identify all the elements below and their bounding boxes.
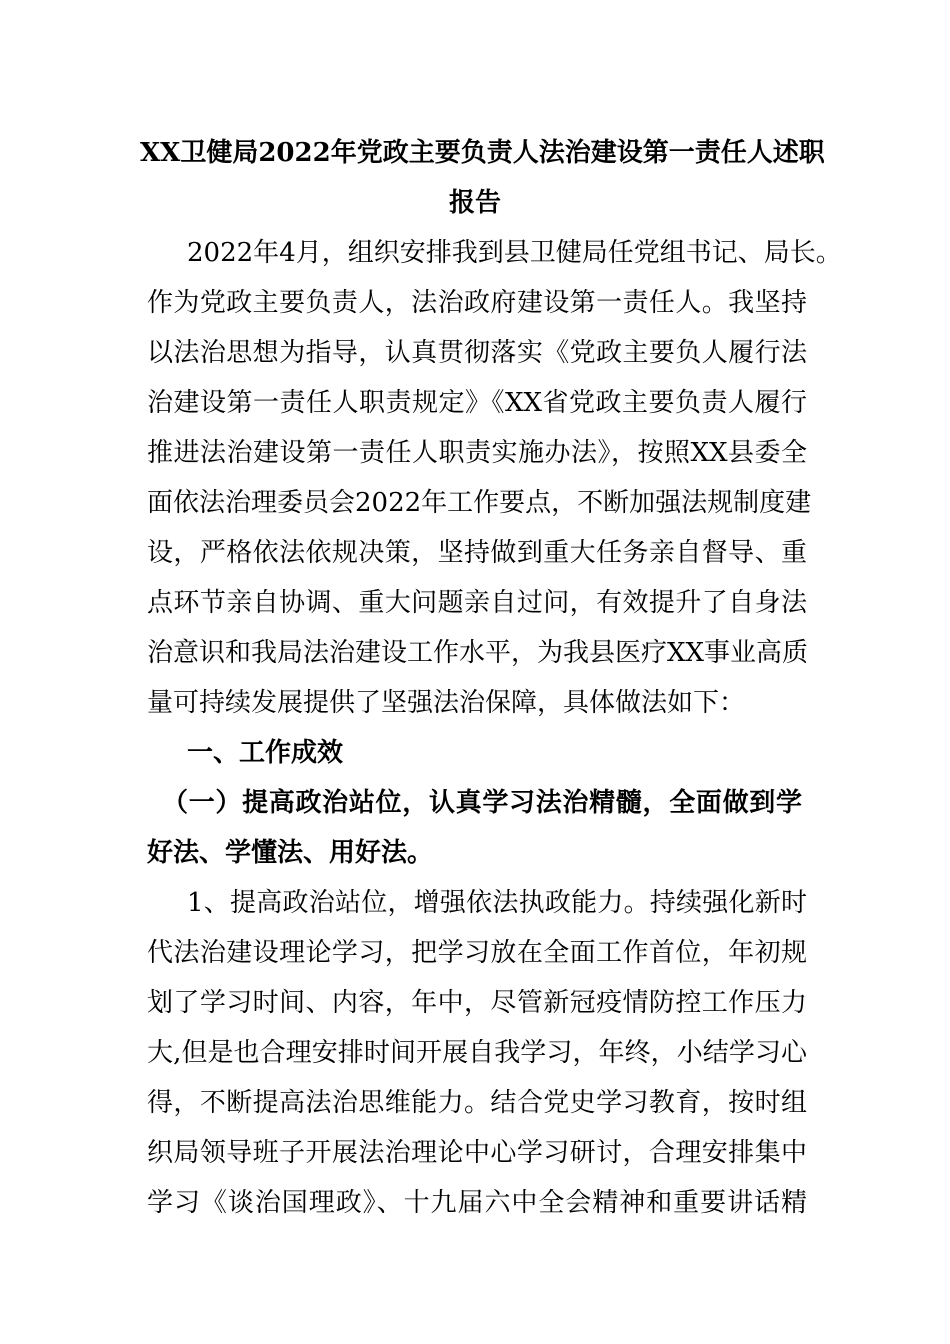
paragraph-1-line-6: 面依法治理委员会2022年工作要点，不断加强法规制度建 <box>147 488 812 518</box>
paragraph-1-line-3: 以法治思想为指导，认真贯彻落实《党政主要负人履行法 <box>147 338 807 368</box>
section-heading-1: 一、工作成效 <box>187 738 344 768</box>
paragraph-1-line-8: 点环节亲自协调、重大问题亲自过问，有效提升了自身法 <box>147 588 807 618</box>
paragraph-2-line-4: 大,但是也合理安排时间开展自我学习，年终，小结学习心 <box>147 1038 807 1068</box>
paragraph-2-line-1: 1、提高政治站位，增强依法执政能力。持续强化新时 <box>187 888 807 918</box>
paragraph-2-line-6: 织局领导班子开展法治理论中心学习研讨，合理安排集中 <box>147 1138 807 1168</box>
paragraph-2-line-3: 划了学习时间、内容，年中，尽管新冠疫情防控工作压力 <box>147 988 807 1018</box>
subheading-1-line-1: （一）提高政治站位，认真学习法治精髓，全面做到学 <box>162 788 802 818</box>
paragraph-1-line-1: 2022年4月，组织安排我到县卫健局任党组书记、局长。 <box>187 238 842 268</box>
paragraph-1-line-2: 作为党政主要负责人，法治政府建设第一责任人。我坚持 <box>147 288 807 318</box>
paragraph-1-line-9: 治意识和我局法治建设工作水平，为我县医疗XX事业高质 <box>147 638 809 668</box>
paragraph-2-line-2: 代法治建设理论学习，把学习放在全面工作首位，年初规 <box>147 938 807 968</box>
paragraph-1-line-10: 量可持续发展提供了坚强法治保障，具体做法如下： <box>147 688 746 718</box>
subheading-1-line-2: 好法、学懂法、用好法。 <box>147 838 434 868</box>
paragraph-2-line-7: 学习《谈治国理政》、十九届六中全会精神和重要讲话精 <box>147 1188 807 1218</box>
paragraph-1-line-4: 治建设第一责任人职责规定》《XX省党政主要负责人履行 <box>147 388 807 418</box>
paragraph-1-line-7: 设，严格依法依规决策，坚持做到重大任务亲自督导、重 <box>147 538 807 568</box>
paragraph-1-line-5: 推进法治建设第一责任人职责实施办法》，按照XX县委全 <box>147 438 807 468</box>
document-title-line-2: 报告 <box>448 188 501 218</box>
document-title-line-1: XX卫健局2022年党政主要负责人法治建设第一责任人述职 <box>140 138 825 168</box>
paragraph-2-line-5: 得，不断提高法治思维能力。结合党史学习教育，按时组 <box>147 1088 807 1118</box>
